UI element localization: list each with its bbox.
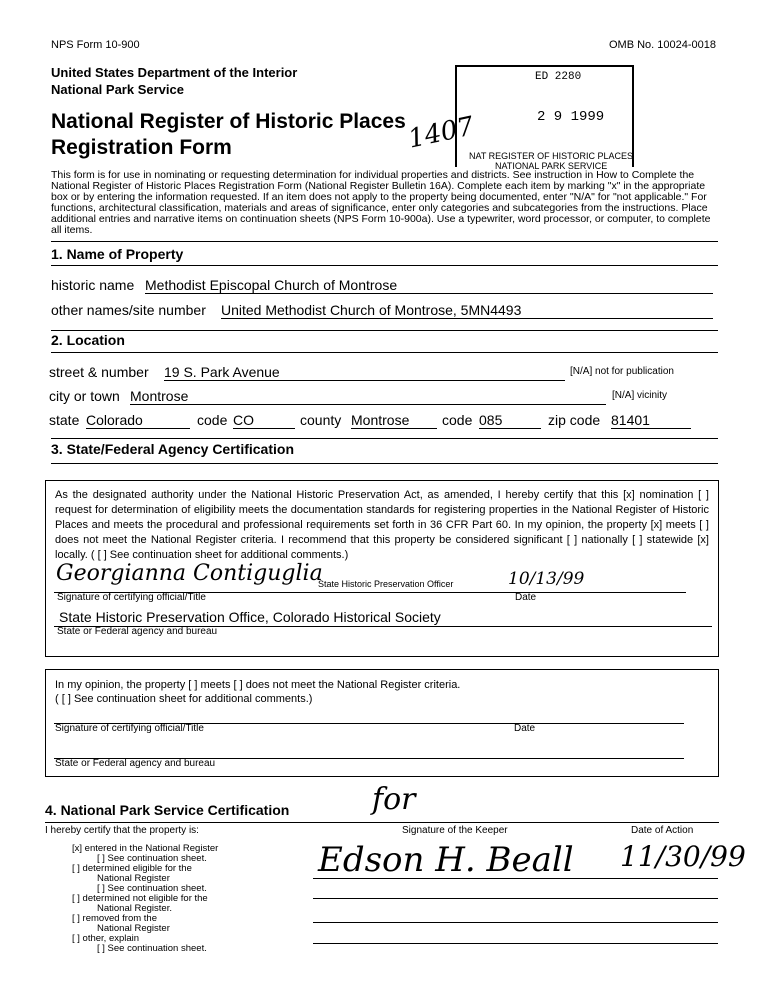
vicinity: [N/A] vicinity	[612, 390, 668, 401]
option-not-eligible-register: National Register.	[97, 903, 172, 914]
county-code-field: 085	[479, 412, 541, 429]
opinion-comments: ( [ ] See continuation sheet for additional comments.)	[55, 693, 313, 705]
section-divider	[51, 330, 718, 331]
option-determined-eligible: [ ] determined eligible for the	[72, 863, 192, 874]
omb-number: OMB No. 10024-0018	[609, 39, 717, 51]
option-not-eligible: [ ] determined not eligible for the	[72, 893, 208, 904]
section3-heading: 3. State/Federal Agency Certification	[51, 441, 294, 457]
section1-heading: 1. Name of Property	[51, 246, 184, 262]
state-code-label: code	[197, 412, 228, 428]
form-title: National Register of Historic Places	[51, 110, 406, 133]
for-signature: for	[372, 782, 416, 817]
handwritten-number: 1407	[405, 111, 477, 155]
keeper-line-1	[313, 878, 718, 879]
county-field: Montrose	[351, 412, 437, 429]
stamp-date: 2 9 1999	[537, 109, 605, 125]
date-label-2: Date	[514, 723, 536, 734]
street-label: street & number	[49, 364, 149, 380]
agency-label: State or Federal agency and bureau	[57, 626, 218, 637]
county-code-label: code	[442, 412, 473, 428]
option-eligible-register: National Register	[97, 873, 170, 884]
option-other: [ ] other, explain	[72, 933, 140, 944]
state-code-field: CO	[233, 412, 295, 429]
stamp-line1: NAT REGISTER OF HISTORIC PLACES	[469, 151, 634, 161]
date-of-action-label: Date of Action	[631, 825, 694, 836]
option-other-continuation: [ ] See continuation sheet.	[97, 943, 207, 954]
city-label: city or town	[49, 388, 120, 404]
officer-title: State Historic Preservation Officer	[318, 579, 454, 589]
city-field: Montrose	[130, 388, 606, 405]
section4-heading: 4. National Park Service Certification	[45, 802, 290, 818]
signed-date: 10/13/99	[508, 569, 585, 589]
option-eligible-continuation: [ ] See continuation sheet.	[97, 883, 207, 894]
keeper-line-3	[313, 922, 718, 923]
keeper-line-4	[313, 943, 718, 944]
historic-name-label: historic name	[51, 277, 135, 293]
historic-name-field: Methodist Episcopal Church of Montrose	[145, 277, 713, 294]
not-for-publication: [N/A] not for publication	[570, 366, 674, 377]
signature-label-2: Signature of certifying official/Title	[55, 723, 204, 734]
section-divider	[45, 822, 719, 823]
option-entered-continuation: [ ] See continuation sheet.	[97, 853, 207, 864]
agency-field: State Historic Preservation Office, Colorado Historical Society	[59, 609, 441, 625]
form-number: NPS Form 10-900	[51, 39, 140, 51]
option-removed-register: National Register	[97, 923, 170, 934]
section-divider	[51, 241, 718, 242]
intro-instructions: This form is for use in nominating or requesting determination for individual properties and districts. See instruction in How to Complete the National Register of Historic Places Registration Form (National Register Bulletin 16A). Complete each item by marking "x" in the appropriate box or by entering the information requested. If an item does not apply to the property being documented, enter "N/A" for "not applicable." For functions, architectural classification, materials and areas of significance, enter only categories and subcategories from the instructions. Place additional entries and narrative items on continuation sheets (NPS Form 10-900a). Use a typewriter, word processor, or computer, to complete all items.	[51, 169, 711, 236]
zip-label: zip code	[548, 412, 601, 428]
state-certification-box	[45, 480, 719, 657]
other-certification-box	[45, 669, 719, 777]
other-names-field: United Methodist Church of Montrose, 5MN4493	[221, 302, 713, 319]
action-date: 11/30/99	[620, 840, 746, 873]
certify-label: I hereby certify that the property is:	[45, 825, 199, 836]
keeper-signature: Edson H. Beall	[318, 840, 574, 880]
section-divider	[51, 463, 718, 464]
department-name: United States Department of the Interior	[51, 65, 298, 80]
option-entered: [x] entered in the National Register	[72, 843, 219, 854]
stamp-line2: NATIONAL PARK SERVICE	[495, 161, 608, 171]
other-names-label: other names/site number	[51, 302, 206, 318]
county-label: county	[300, 412, 342, 428]
state-field: Colorado	[86, 412, 190, 429]
state-label: state	[49, 412, 80, 428]
received-stamp	[455, 65, 634, 171]
agency-label-2: State or Federal agency and bureau	[55, 758, 216, 769]
certification-text: As the designated authority under the National Historic Preservation Act, as amended, I hereby certify that this [x] nomination [ ] request for determination of eligibility meets the documentation standards for registering properties in the National Register of Historic Places and meets the procedural and professional requirements set forth in 36 CFR Part 60. In my opinion, the property [x] meets [ ] does not meet the National Register criteria. I recommend that this property be considered significant [ ] nationally [ ] statewide [x] locally. ( [ ] See continuation sheet for additional comments.)	[55, 489, 709, 561]
keeper-line-2	[313, 898, 718, 899]
street-field: 19 S. Park Avenue	[164, 364, 565, 381]
section-divider	[51, 438, 718, 439]
date-label: Date	[515, 592, 537, 603]
keeper-label: Signature of the Keeper	[402, 825, 508, 836]
option-removed: [ ] removed from the	[72, 913, 158, 924]
opinion-text: In my opinion, the property [ ] meets [ ] does not meet the National Register criteria.	[55, 679, 461, 691]
section-divider	[51, 352, 718, 353]
section-divider	[51, 265, 718, 266]
signature-label: Signature of certifying official/Title	[57, 592, 206, 603]
zip-field: 81401	[611, 412, 691, 429]
certifying-signature: Georgianna Contiguglia	[56, 561, 323, 586]
stamp-received-line: ED 2280	[535, 71, 582, 83]
section2-heading: 2. Location	[51, 332, 125, 348]
agency-name: National Park Service	[51, 82, 184, 97]
form-subtitle: Registration Form	[51, 136, 232, 159]
